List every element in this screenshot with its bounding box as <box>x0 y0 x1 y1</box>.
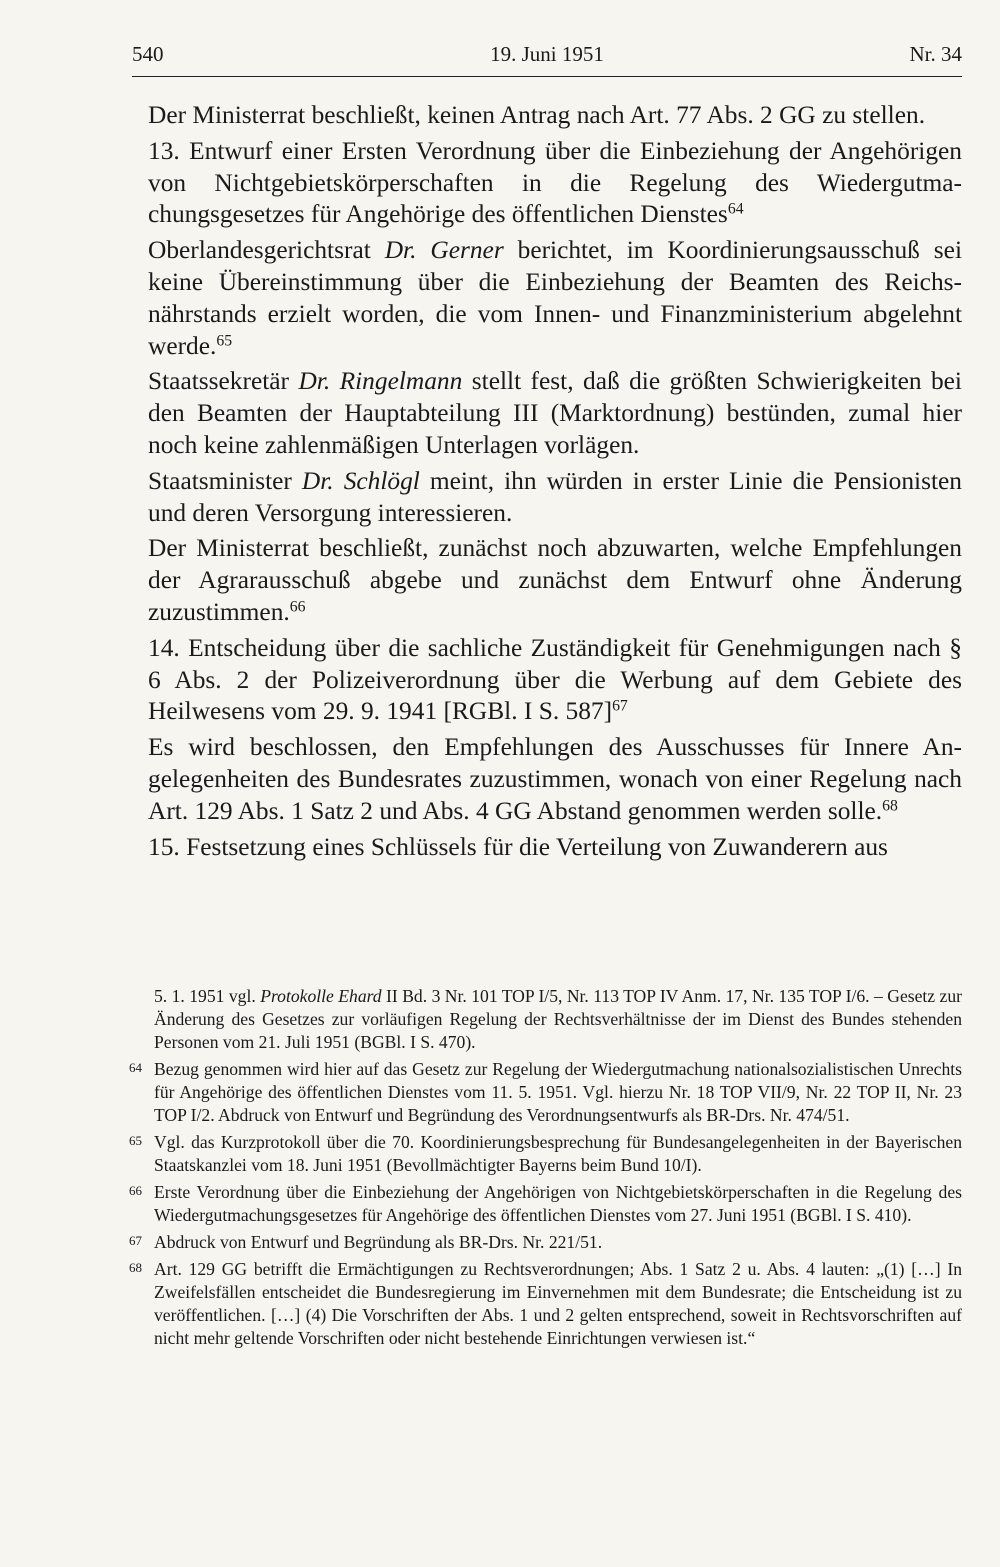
paragraph-text: Staatssekretär <box>148 367 299 396</box>
paragraph <box>148 466 962 530</box>
paragraph-text: Der Ministerrat beschließt, zunächst noch abzuwarten, welche Empfehlungen der Agrarausschuß abgebe und zunächst dem Entwurf ohne Änderung zuzustimmen. <box>148 534 962 626</box>
paragraph-text: Es wird beschlossen, den Empfehlungen des Ausschusses für Innere Angelegenheiten des Bundesrates zuzustimmen, wonach von einer Regelung nach Art. 129 Abs. 1 Satz 2 und Abs. 4 GG Abstand genommen werden solle. <box>148 733 962 825</box>
footnote-ref: 64 <box>727 200 744 218</box>
paragraph <box>148 235 962 362</box>
agenda-item-15 <box>148 832 962 864</box>
speaker-name: Dr. Gerner <box>384 236 504 265</box>
footnote-number: 66 <box>129 1183 142 1198</box>
footnote-text: Vgl. das Kurzprotokoll über die 70. Koordinierungsbesprechung für Bundesangelegenheiten in der Bayerischen Staatskanzlei vom 18. Juni 1951 (Bevollmächtigter Bayerns beim Bund 10/I). <box>154 1132 962 1175</box>
paragraph-text: meint, ihn würden in erster Linie die Pensionisten und deren Versorgung interessieren. <box>148 466 962 527</box>
footnotes <box>129 985 963 1354</box>
footnote-ref: 68 <box>882 797 898 815</box>
paragraph-text: stellt fest, daß die größten Schwierigkeiten bei den Beamten der Hauptabteilung III (Marktordnung) bestünden, zumal hier noch keine zahlenmäßigen Unterlagen vorlägen. <box>148 367 962 459</box>
cited-work: Protokolle Ehard <box>260 986 382 1006</box>
paragraph-text: Staatsminister <box>148 466 302 495</box>
footnote-65 <box>129 1131 962 1177</box>
footnote-68 <box>129 1258 962 1350</box>
footnote-number: 67 <box>129 1233 142 1248</box>
footnote-number: 64 <box>129 1060 142 1075</box>
paragraph <box>148 533 962 628</box>
page-number: 540 <box>132 42 164 66</box>
footnote-66 <box>129 1181 962 1227</box>
footnote-text: II Bd. 3 Nr. 101 TOP I/5, Nr. 113 TOP IV Anm. 17, Nr. 135 TOP I/6. – Gesetz zur Änderung des Gesetzes zur vorläufigen Regelung der Rechtsverhältnisse der im Dienst des Bundes stehenden Personen vom 21. Juli 1951 (BGBl. I S. 470). <box>154 986 963 1052</box>
running-header <box>132 36 962 77</box>
agenda-item-text: 13. Entwurf einer Ersten Verordnung über die Einbeziehung der Angehörigen von Nichtgebietskörperschaften in die Regelung des Wiedergutmachungsgesetzes für Angehörige des öffentlichen Dienstes <box>148 136 962 229</box>
paragraph <box>148 100 962 132</box>
paragraph-text: Oberlandesgerichtsrat <box>148 236 385 265</box>
speaker-name: Dr. Schlögl <box>301 466 420 495</box>
speaker-name: Dr. Ringelmann <box>298 367 463 396</box>
header-date: 19. Juni 1951 <box>490 42 604 66</box>
footnote-text: Art. 129 GG betrifft die Ermächtigungen zu Rechtsverordnungen; Abs. 1 Satz 2 u. Abs. 4 lauten: „(1) […] In Zweifelsfällen entscheidet die Bundesregierung im Einvernehmen mit dem Bundesrate; die Entscheidung ist zu veröffentlichen. […] (4) Die Vorschriften der Abs. 1 und 2 gelten entsprechend, soweit in Rechtsvorschriften auf nicht mehr geltende Vorschriften oder nicht bestehende Einrichtungen verwiesen ist.“ <box>154 1259 962 1348</box>
footnote-continuation <box>148 985 962 1054</box>
footnote-number: 68 <box>129 1260 142 1275</box>
footnote-text: Bezug genommen wird hier auf das Gesetz zur Regelung der Wiedergutmachung nationalsozialistischen Unrechts für Angehörige des öffentlichen Dienstes vom 11. 5. 1951. Vgl. hierzu Nr. 18 TOP VII/9, Nr. 22 TOP II, Nr. 23 TOP I/2. Abdruck von Entwurf und Begründung des Verordnungsentwurfs als BR-Drs. Nr. 474/51. <box>154 1059 962 1125</box>
paragraph <box>148 366 962 461</box>
document-number: Nr. 34 <box>909 42 962 66</box>
footnote-text: 5. 1. 1951 vgl. <box>154 986 261 1006</box>
paragraph-text: berichtet, im Koordinierungsausschuß sei keine Übereinstimmung über die Einbeziehung der Beamten des Reichsnährstands erzielt worden, die vom Innen- und Finanzministerium abgelehnt werde. <box>148 236 962 360</box>
footnote-text: Erste Verordnung über die Einbeziehung der Angehörigen von Nichtgebietskörperschaften in die Regelung des Wiedergutmachungsgesetzes für Angehörige des öffentlichen Dienstes vom 27. Juni 1951 (BGBl. I S. 410). <box>154 1182 962 1225</box>
footnote-number: 65 <box>129 1133 142 1148</box>
footnote-ref: 66 <box>289 598 306 616</box>
paragraph-text: Der Ministerrat beschließt, keinen Antrag nach Art. 77 Abs. 2 GG zu stellen. <box>148 101 926 129</box>
footnote-ref: 65 <box>216 331 233 349</box>
footnote-67 <box>129 1231 962 1254</box>
agenda-item-14 <box>148 633 962 728</box>
footnote-text: Abdruck von Entwurf und Begründung als BR-Drs. Nr. 221/51. <box>154 1232 603 1252</box>
agenda-item-text: 15. Festsetzung eines Schlüssels für die Verteilung von Zuwanderern aus <box>148 832 888 861</box>
paragraph <box>148 732 962 827</box>
agenda-item-text: 14. Entscheidung über die sachliche Zuständigkeit für Genehmigungen nach § 6 Abs. 2 der Polizeiverordnung über die Werbung auf dem Gebiete des Heilwesens vom 29. 9. 1941 [RGBl. I S. 587] <box>148 633 962 726</box>
main-text <box>148 100 962 867</box>
footnote-ref: 67 <box>612 697 628 715</box>
agenda-item-13 <box>148 136 962 231</box>
footnote-64 <box>129 1058 962 1127</box>
